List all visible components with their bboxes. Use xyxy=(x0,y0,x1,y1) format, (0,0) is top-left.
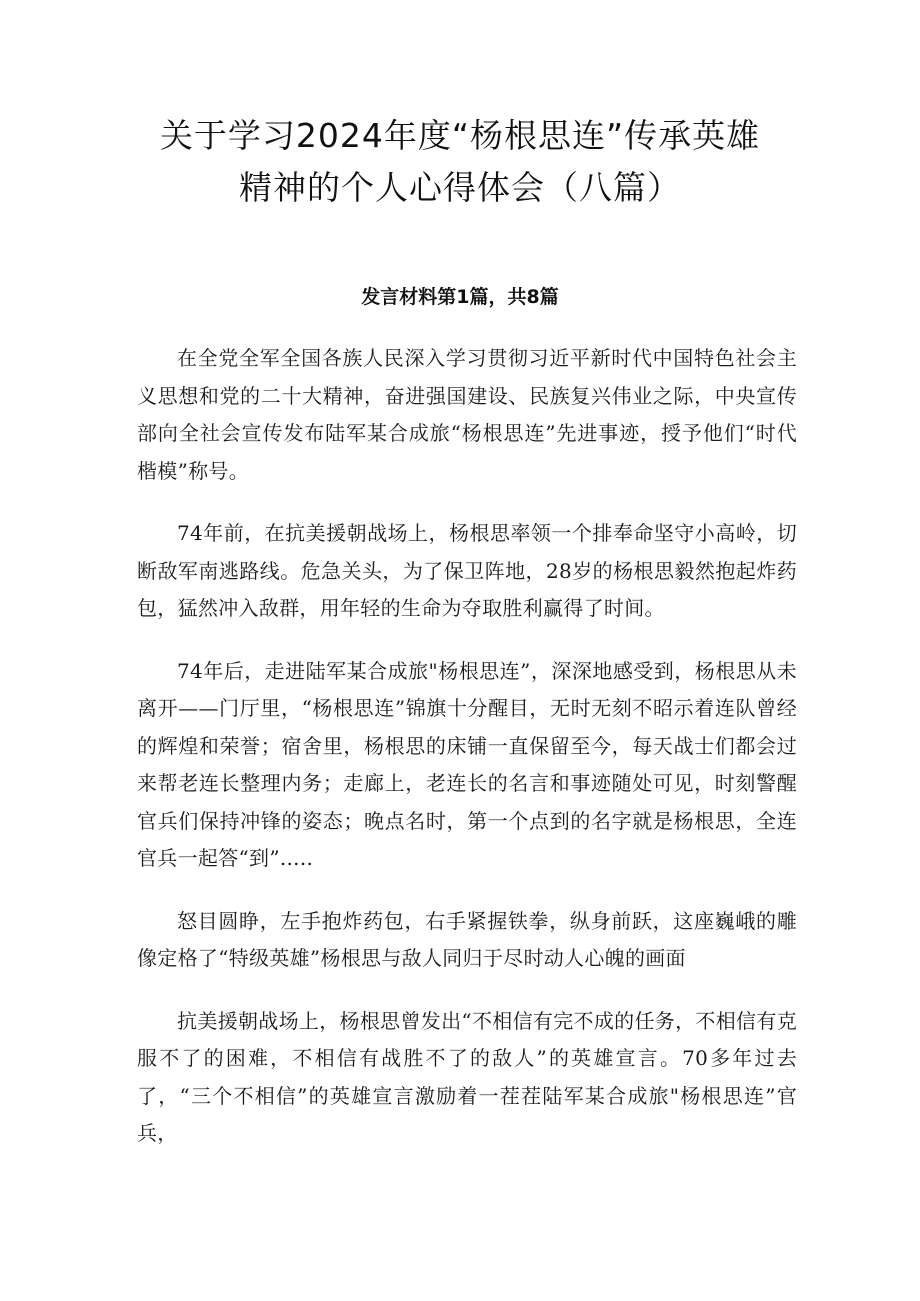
document-body xyxy=(137,340,797,1178)
paragraph-4: 怒目圆睁，左手抱炸药包，右手紧握铁拳，纵身前跃，这座巍峨的雕像定格了“特级英雄”杨根思与敌人同归于尽时动人心魄的画面 xyxy=(137,908,797,970)
paragraph-3: 74年后，走进陆军某合成旅"杨根思连”，深深地感受到，杨根思从未离开——门厅里，“杨根思连”锦旗十分醒目，无时无刻不昭示着连队曾经的辉煌和荣誉；宿舍里，杨根思的床铺一直保留至今，每天战士们都会过来帮老连长整理内务；走廊上，老连长的名言和事迹随处可见，时刻警醒官兵们保持冲锋的姿态；晚点名时，第一个点到的名字就是杨根思，全连官兵一起答“到”..... xyxy=(137,658,797,870)
paragraph-5: 抗美援朝战场上，杨根思曾发出“不相信有完不成的任务，不相信有克服不了的困难，不相信有战胜不了的敌人”的英雄宣言。70多年过去了，“三个不相信”的英雄宣言激励着一茬茬陆军某合成旅"杨根思连”官兵， xyxy=(137,1008,797,1145)
document-title-line-2: 精神的个人心得体会（八篇） xyxy=(239,168,681,207)
paragraph-2: 74年前，在抗美援朝战场上，杨根思率领一个排奉命坚守小高岭，切断敌军南逃路线。危急关头，为了保卫阵地，28岁的杨根思毅然抱起炸药包，猛然冲入敌群，用年轻的生命为夺取胜利赢得了时间。 xyxy=(137,521,797,620)
document-title-line-1: 关于学习2024年度“杨根思连”传承英雄 xyxy=(159,116,761,155)
paragraph-1: 在全党全军全国各族人民深入学习贯彻习近平新时代中国特色社会主义思想和党的二十大精神，奋进强国建设、民族复兴伟业之际，中央宣传部向全社会宣传发布陆军某合成旅“杨根思连”先进事迹，授予他们“时代楷模”称号。 xyxy=(137,346,797,483)
section-heading: 发言材料第1篇，共8篇 xyxy=(361,286,559,308)
